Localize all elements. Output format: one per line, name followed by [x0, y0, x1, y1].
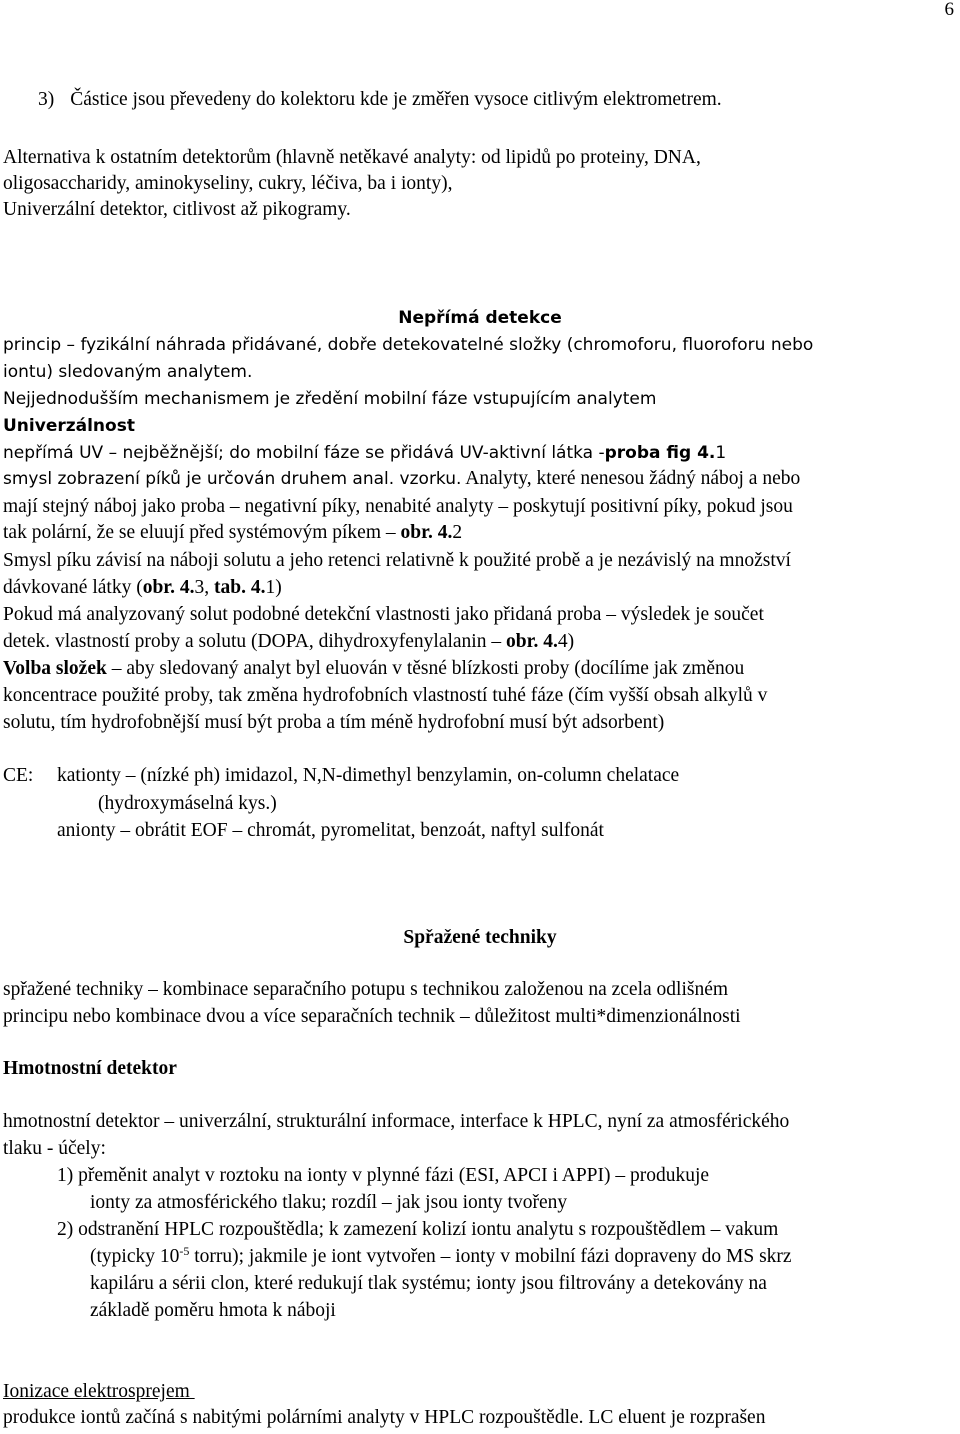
text: nepřímá UV – nejběžnější; do mobilní fáze se přidává UV-aktivní látka - [3, 443, 605, 463]
exponent: -5 [179, 1244, 190, 1258]
text: 3, [194, 577, 215, 598]
list-item-continuation: ionty za atmosférického tlaku; rozdíl – jak jsou ionty tvořeny [90, 1192, 568, 1213]
list-item-3 [38, 88, 722, 112]
paragraph-line: tlaku - účely: [3, 1138, 106, 1159]
list-item-continuation [90, 1245, 792, 1269]
text: 2 [452, 522, 463, 543]
list-item-continuation: kapiláru a sérii clon, které redukují tlak systému; ionty jsou filtrovány a detekovány na [90, 1273, 767, 1294]
paragraph-line: produkce iontů začíná s nabitými polárními analyty v HPLC rozpouštědle. LC eluent je rozprašen [3, 1407, 766, 1428]
paragraph-line: solutu, tím hydrofobnější musí být proba a tím méně hydrofobní musí být adsorbent) [3, 712, 665, 733]
paragraph-line [3, 630, 574, 654]
text: torru); jakmile je iont vytvořen – ionty v mobilní fázi dopraveny do MS skrz [189, 1246, 792, 1267]
text: smysl zobrazení píků je určován druhem anal. vzorku. [3, 469, 462, 489]
figure-reference: proba fig 4. [604, 443, 716, 463]
text: – aby sledovaný analyt byl eluován v těsné blízkosti proby (docílíme jak změnou [106, 658, 745, 679]
paragraph-line: princip – fyzikální náhrada přidávané, dobře detekovatelné složky (chromoforu, fluoroforu nebo [3, 335, 814, 355]
list-item: 2) odstranění HPLC rozpouštědla; k zamezení kolizí iontu analytu s rozpouštědlem – vakum [57, 1219, 779, 1240]
paragraph-line: koncentrace použité proby, tak změna hydrofobních vlastností tuhé fáze (čím vyšší obsah alkylů v [3, 685, 768, 706]
text: 1 [715, 443, 727, 463]
paragraph-line: (hydroxymáselná kys.) [98, 793, 277, 814]
text: 1) [265, 577, 282, 598]
table-reference: tab. 4. [214, 577, 266, 598]
subheading-univerzalnost: Univerzálnost [3, 416, 135, 436]
paragraph-line: iontu) sledovaným analytem. [3, 362, 253, 382]
list-number: 3) [38, 89, 55, 110]
figure-reference: obr. 4. [142, 577, 195, 598]
text: tak polární, že se eluují před systémovým píkem – [3, 522, 401, 543]
paragraph-line: oligosaccharidy, aminokyseliny, cukry, léčiva, ba i ionty), [3, 173, 453, 194]
text: Analyty, které nenesou žádný náboj a nebo [461, 468, 801, 489]
paragraph-line: Alternativa k ostatním detektorům (hlavně netěkavé analyty: od lipidů po proteiny, DNA, [3, 147, 701, 168]
page-number: 6 [944, 0, 954, 20]
list-item: 1) přeměnit analyt v roztoku na ionty v plynné fázi (ESI, APCI i APPI) – produkuje [57, 1165, 710, 1186]
paragraph-line: spřažené techniky – kombinace separačního potupu s technikou založenou na zcela odlišném [3, 979, 729, 1000]
ce-label: CE: [3, 765, 34, 786]
text: detek. vlastností proby a solutu (DOPA, dihydroxyfenylalanin – [3, 631, 506, 652]
paragraph-line [3, 657, 744, 681]
paragraph-line: anionty – obrátit EOF – chromát, pyromelitat, benzoát, naftyl sulfonát [57, 820, 604, 841]
paragraph-line [3, 441, 726, 465]
bold-term-volba-slozek: Volba složek [3, 658, 107, 679]
paragraph-line: Smysl píku závisí na náboji solutu a jeho retenci relativně k použité probě a je nezávislý na množství [3, 550, 791, 571]
paragraph-line [3, 467, 800, 491]
section-heading-neprima-detekce: Nepřímá detekce [398, 308, 562, 328]
subheading-ionizace-elektrosprejem: Ionizace elektrosprejem [3, 1381, 195, 1402]
paragraph-line: principu nebo kombinace dvou a více separačních technik – důležitost multi*dimenzionálnosti [3, 1006, 741, 1027]
text: 4) [557, 631, 575, 652]
paragraph-line [3, 576, 282, 600]
figure-reference: obr. 4. [400, 522, 453, 543]
section-heading-hmotnostni-detektor: Hmotnostní detektor [3, 1058, 177, 1079]
list-item-text: Částice jsou převedeny do kolektoru kde je změřen vysoce citlivým elektrometrem. [70, 89, 722, 110]
list-item-continuation: základě poměru hmota k náboji [90, 1300, 336, 1321]
text: (typicky 10 [90, 1246, 180, 1267]
text: dávkované látky ( [3, 577, 143, 598]
paragraph-line [3, 521, 462, 545]
paragraph-line: kationty – (nízké ph) imidazol, N,N-dimethyl benzylamin, on-column chelatace [57, 765, 680, 786]
paragraph-line: mají stejný náboj jako proba – negativní píky, nenabité analyty – poskytují positivní píky, pokud jsou [3, 496, 793, 517]
paragraph-line: hmotnostní detektor – univerzální, strukturální informace, interface k HPLC, nyní za atmosférického [3, 1111, 790, 1132]
paragraph-line: Pokud má analyzovaný solut podobné detekční vlastnosti jako přidaná proba – výsledek je součet [3, 604, 764, 625]
figure-reference: obr. 4. [505, 631, 558, 652]
paragraph-line: Nejjednodušším mechanismem je zředění mobilní fáze vstupujícím analytem [3, 389, 657, 409]
paragraph-line: Univerzální detektor, citlivost až pikogramy. [3, 199, 351, 220]
section-heading-sprazene-techniky: Spřažené techniky [403, 927, 557, 948]
